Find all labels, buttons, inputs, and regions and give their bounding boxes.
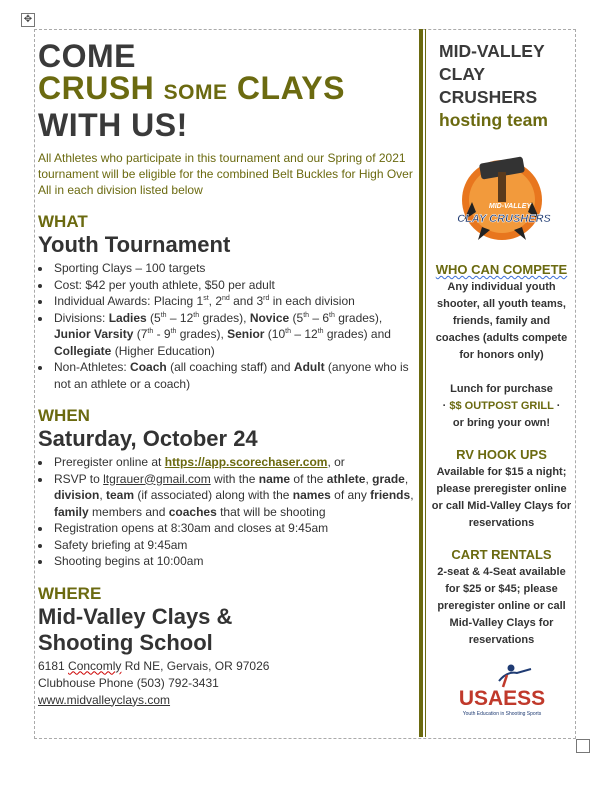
who-body: Any individual youth shooter, all youth teams, friends, family and coaches (adults compete for honors only)	[435, 281, 568, 361]
email-link[interactable]: ltgrauer@gmail.com	[103, 471, 211, 486]
column-divider-thin	[425, 29, 426, 737]
scorechaser-link[interactable]: https://app.scorechaser.com	[164, 455, 328, 469]
list-item: • Preregister online at https://app.scorechaser.com, or	[52, 454, 416, 471]
list-item: • Cost: $42 per youth athlete, $50 per adult	[52, 277, 416, 294]
where-label: WHERE	[38, 583, 102, 603]
rv-heading: RV HOOK UPS	[456, 447, 547, 462]
what-list	[38, 260, 416, 392]
who-heading: WHO CAN COMPETE	[435, 262, 568, 277]
lunch-line-1: Lunch for purchase	[450, 383, 553, 395]
usaess-tagline: Youth Education in Shooting Sports	[462, 711, 541, 717]
address: 6181 Concomly Rd NE, Gervais, OR 97026	[38, 658, 270, 673]
outpost-grill: $$ OUTPOST GRILL	[449, 400, 554, 412]
cart-body: 2-seat & 4-Seat available for $25 or $45; please preregister online or call Mid-Valley Clays for reservations	[437, 566, 566, 646]
rv-body: Available for $15 a night; please preregister online or call Mid-Valley Clays for reservations	[431, 466, 572, 529]
list-item: • Registration opens at 8:30am and closes at 9:45am	[52, 520, 416, 537]
list-item: • Non-Athletes: Coach (all coaching staff) and Adult (anyone who is not an athlete or a coach)	[52, 359, 416, 392]
usaess-logo	[447, 661, 557, 719]
phone: Clubhouse Phone (503) 792-3431	[38, 675, 219, 690]
headline-some: SOME	[163, 81, 228, 104]
list-item: • Divisions: Ladies (5th – 12th grades), Novice (5th – 6th grades), Junior Varsity (7th - 9th grades), Senior (10th – 12th grades) and Collegiate (Higher Education)	[52, 310, 416, 360]
lunch-line-3: or bring your own!	[452, 417, 551, 429]
when-title: Saturday, October 24	[38, 426, 258, 451]
left-column	[38, 40, 416, 709]
headline-line1: COME	[38, 38, 136, 74]
sidebar-title-3: CRUSHERS	[439, 87, 538, 107]
sidebar-title-4: hosting team	[439, 110, 548, 130]
logo-text-2: CLAY CRUSHERS	[456, 213, 551, 225]
move-handle-icon[interactable]: ✥	[21, 13, 35, 27]
where-title-1: Mid-Valley Clays &	[38, 603, 233, 629]
column-divider	[419, 29, 423, 737]
intro-text: All Athletes who participate in this tournament and our Spring of 2021 tournament will be eligible for the combined Belt Buckles for High Over All in each division listed below	[38, 151, 413, 197]
sidebar-title-2: CLAY	[439, 64, 486, 84]
usaess-wordmark: USAESS	[458, 687, 545, 710]
list-item: • RSVP to ltgrauer@gmail.com with the name of the athlete, grade, division, team (if associated) along with the names of any friends, family members and coaches that will be shooting	[52, 471, 416, 521]
sidebar-title-1: MID-VALLEY	[439, 41, 545, 61]
where-title-2: Shooting School	[38, 629, 213, 655]
resize-handle-icon[interactable]	[576, 739, 590, 753]
list-item: • Individual Awards: Placing 1st, 2nd and 3rd in each division	[52, 293, 416, 310]
list-item: • Safety briefing at 9:45am	[52, 537, 416, 554]
headline-line3: WITH US!	[38, 107, 188, 143]
list-item: • Sporting Clays – 100 targets	[52, 260, 416, 277]
website-link[interactable]: www.midvalleyclays.com	[38, 692, 171, 707]
when-list	[38, 454, 416, 570]
logo-text-1: MID-VALLEY	[488, 203, 531, 210]
what-title: Youth Tournament	[38, 232, 231, 257]
clay-crushers-logo	[442, 142, 562, 242]
what-label: WHAT	[38, 212, 88, 231]
right-column	[431, 40, 572, 724]
headline-line2	[38, 72, 416, 109]
when-label: WHEN	[38, 406, 90, 425]
lunch-line-2: · $$ OUTPOST GRILL ·	[442, 400, 561, 412]
cart-heading: CART RENTALS	[451, 547, 552, 562]
headline-clays: CLAYS	[236, 70, 345, 106]
headline-crush: CRUSH	[38, 70, 155, 106]
list-item: • Shooting begins at 10:00am	[52, 553, 416, 570]
